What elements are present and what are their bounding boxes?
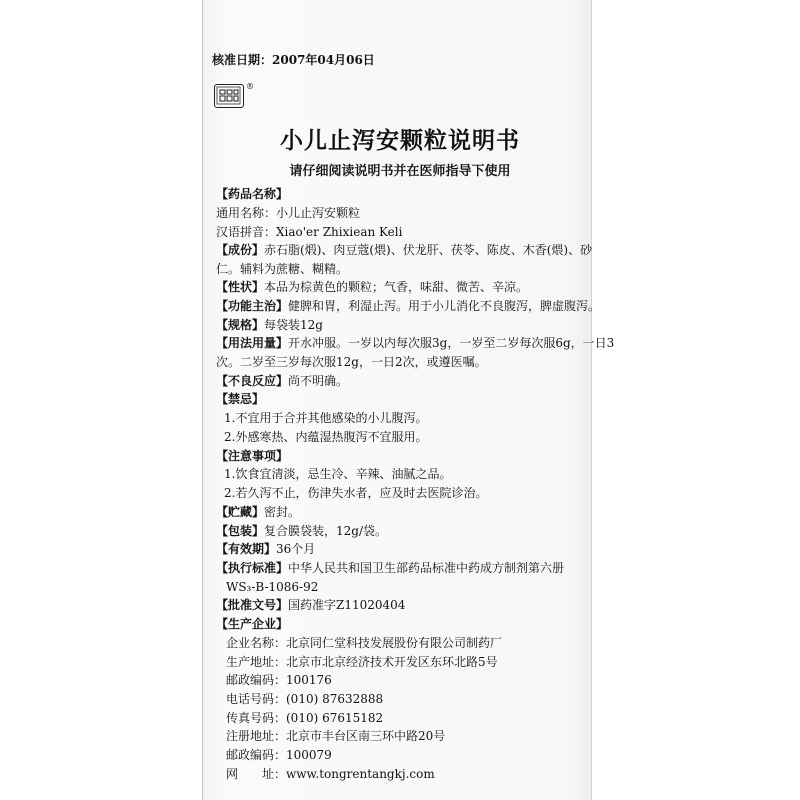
storage-header: 【贮藏】 [216, 505, 265, 519]
specification-row [216, 318, 323, 332]
ingredients-text-1: 赤石脂(煅)、肉豆蔻(煨)、伏龙肝、茯苓、陈皮、木香(煨)、砂 [264, 243, 593, 257]
package-header: 【包装】 [216, 524, 265, 538]
standard-header: 【执行标准】 [216, 561, 289, 575]
approval-number-row [216, 598, 405, 612]
package-row [216, 524, 387, 538]
precaution-item: 2.若久泻不止，伤津失水者，应及时去医院诊治。 [224, 486, 488, 500]
page-title: 小儿止泻安颗粒说明书 [280, 128, 520, 154]
drug-name-header: 【药品名称】 [216, 187, 289, 201]
indications-text: 健脾和胃，利湿止泻。用于小儿消化不良腹泻，脾虚腹泻。 [288, 299, 601, 313]
storage-row [216, 505, 300, 519]
character-row [216, 280, 528, 294]
specification-text: 每袋装12g [264, 318, 323, 332]
package-text: 复合膜袋装，12g/袋。 [264, 524, 388, 538]
approval-number-text: 国药准字Z11020404 [288, 598, 406, 612]
manufacturer-header: 【生产企业】 [216, 617, 289, 631]
generic-name: 通用名称：小儿止泻安颗粒 [216, 206, 361, 220]
manufacturer-phone: 电话号码：(010) 87632888 [226, 692, 384, 706]
indications-row [216, 299, 600, 313]
approval-number-header: 【批准文号】 [216, 598, 289, 612]
specification-header: 【规格】 [216, 318, 265, 332]
manufacturer-address: 生产地址：北京市北京经济技术开发区东环北路5号 [226, 655, 498, 669]
manufacturer-name: 企业名称：北京同仁堂科技发展股份有限公司制药厂 [226, 636, 503, 650]
registered-postcode: 邮政编码：100079 [226, 748, 332, 762]
manufacturer-website[interactable]: 网 址：www.tongrentangkj.com [226, 767, 435, 781]
standard-row [216, 561, 564, 575]
validity-header: 【有效期】 [216, 542, 277, 556]
standard-code: WS₃-B-1086-92 [226, 580, 319, 594]
validity-row [216, 542, 315, 556]
contraindication-item: 2.外感寒热、内蕴湿热腹泻不宜服用。 [224, 430, 428, 444]
contraindication-item: 1.不宜用于合并其他感染的小儿腹泻。 [224, 411, 428, 425]
page-subtitle: 请仔细阅读说明书并在医师指导下使用 [289, 164, 511, 179]
dosage-text-1: 开水冲服。一岁以内每次服3g，一岁至二岁每次服6g，一日3 [288, 336, 615, 350]
storage-text: 密封。 [264, 505, 301, 519]
adverse-header: 【不良反应】 [216, 374, 289, 388]
ingredients-row [216, 243, 592, 257]
ingredients-header: 【成份】 [216, 243, 265, 257]
validity-text: 36个月 [276, 542, 316, 556]
registered-mark: ® [246, 82, 254, 91]
dosage-header: 【用法用量】 [216, 336, 289, 350]
registered-address: 注册地址：北京市丰台区南三环中路20号 [226, 729, 446, 743]
character-header: 【性状】 [216, 280, 265, 294]
precautions-header: 【注意事项】 [216, 449, 289, 463]
manufacturer-postcode: 邮政编码：100176 [226, 673, 332, 687]
dosage-text-2: 次。二岁至三岁每次服12g，一日2次，或遵医嘱。 [216, 355, 487, 369]
adverse-text: 尚不明确。 [288, 374, 349, 388]
logo [214, 84, 244, 108]
tongrentang-seal-icon [215, 85, 242, 106]
indications-header: 【功能主治】 [216, 299, 289, 313]
dosage-row [216, 336, 614, 350]
precaution-item: 1.饮食宜清淡，忌生冷、辛辣、油腻之品。 [224, 467, 452, 481]
approval-date: 核准日期：2007年04月06日 [212, 53, 375, 67]
character-text: 本品为棕黄色的颗粒；气香，味甜、微苦、辛凉。 [264, 280, 529, 294]
standard-text: 中华人民共和国卫生部药品标准中药成方制剂第六册 [288, 561, 565, 575]
contraindications-header: 【禁忌】 [216, 392, 265, 406]
manufacturer-fax: 传真号码：(010) 67615182 [226, 711, 384, 725]
ingredients-text-2: 仁。辅料为蔗糖、糊精。 [216, 262, 349, 276]
adverse-row [216, 374, 348, 388]
pinyin-name: 汉语拼音：Xiao'er Zhixiean Keli [216, 225, 403, 239]
